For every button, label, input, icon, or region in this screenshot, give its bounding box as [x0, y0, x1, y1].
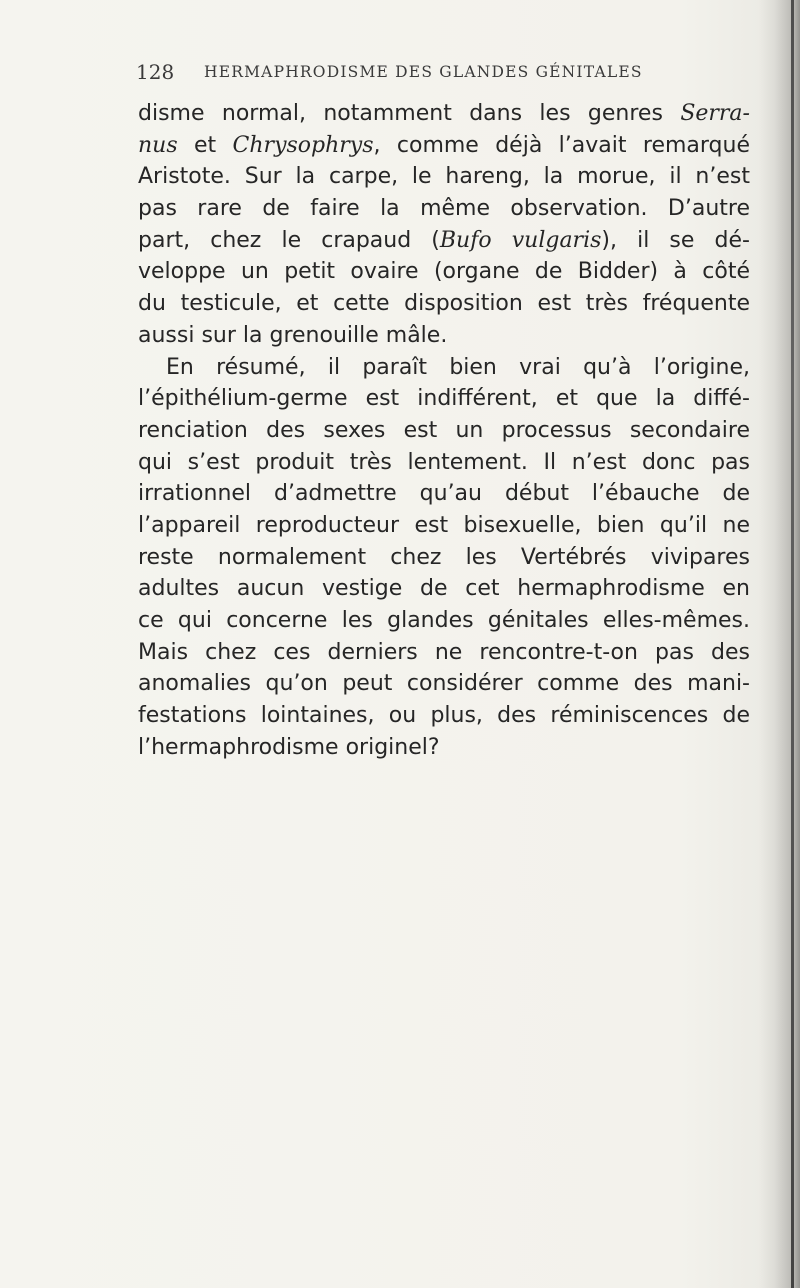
body-text [138, 98, 750, 763]
text-line: du testicule, et cette disposition est très fréquente [138, 291, 750, 317]
text-line: pas rare de faire la même observation. D’autre [138, 196, 750, 222]
running-head [136, 60, 696, 90]
text-line: l’appareil reproducteur est bisexuelle, bien qu’il ne [138, 512, 750, 538]
text-line: ce qui concerne les glandes génitales elles-mêmes. [138, 608, 750, 633]
running-title: HERMAPHRODISME DES GLANDES GÉNITALES [204, 63, 643, 81]
text-line: l’épithélium-germe est indifférent, et que la diffé- [138, 386, 750, 412]
text-line: qui s’est produit très lentement. Il n’est donc pas [138, 449, 750, 475]
text-line: anomalies qu’on peut considérer comme des mani- [138, 671, 750, 697]
text-line: nus et Chrysophrys, comme déjà l’avait remarqué [138, 132, 750, 158]
text-line: Mais chez ces derniers ne rencontre-t-on pas des [138, 639, 750, 665]
text-line: Aristote. Sur la carpe, le hareng, la morue, il n’est [138, 164, 750, 190]
text-line: reste normalement chez les Vertébrés vivipares [138, 544, 750, 570]
text-line: renciation des sexes est un processus secondaire [138, 417, 750, 443]
text-line: En résumé, il paraît bien vrai qu’à l’origine, [166, 354, 750, 380]
text-line: veloppe un petit ovaire (organe de Bidder) à côté [138, 259, 750, 285]
text-line: aussi sur la grenouille mâle. [138, 322, 448, 348]
text-line: l’hermaphrodisme originel? [138, 734, 440, 760]
page-number: 128 [136, 60, 175, 84]
text-line: festations lointaines, ou plus, des réminiscences de [138, 703, 750, 729]
text-line: irrationnel d’admettre qu’au début l’ébauche de [138, 481, 750, 507]
page-binding-edge [791, 0, 794, 1288]
text-line: adultes aucun vestige de cet hermaphrodisme en [138, 576, 750, 602]
text-line: disme normal, notamment dans les genres Serra- [138, 101, 750, 126]
text-line: part, chez le crapaud (Bufo vulgaris), il se dé- [138, 227, 750, 253]
